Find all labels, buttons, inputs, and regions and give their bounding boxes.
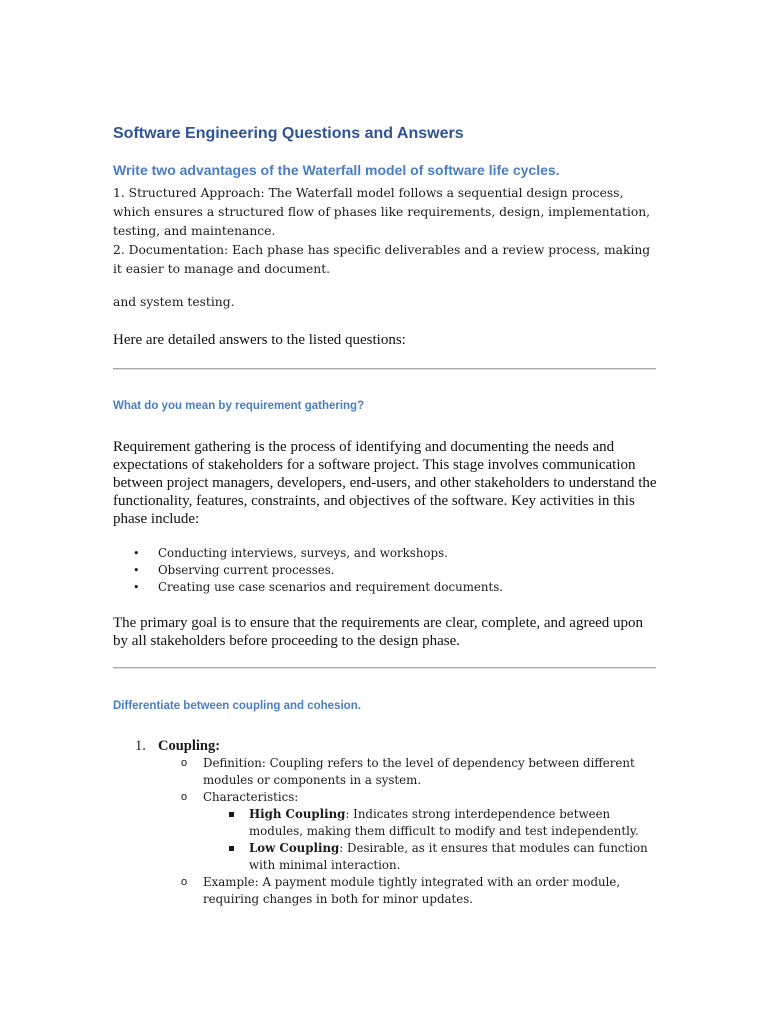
waterfall-advantage-2: 2. Documentation: Each phase has specific deliverables and a review process, making it easier to manage and document. <box>113 243 651 276</box>
fragment-line: and system testing. <box>113 295 235 309</box>
square-bullet <box>229 846 234 851</box>
sub-bullet-marker: o <box>181 791 188 803</box>
waterfall-advantage-1: 1. Structured Approach: The Waterfall model follows a sequential design process, which ensures a structured flow of phases like requirements, design, implementation, testing, and maintenance. <box>113 186 651 238</box>
high-coupling-term: High Coupling <box>249 807 346 821</box>
low-coupling-term: Low Coupling <box>249 841 340 855</box>
fragment-text <box>113 293 658 312</box>
bullet-marker: • <box>133 547 140 560</box>
requirement-gathering-closing: The primary goal is to ensure that the requirements are clear, complete, and agreed upon by all stakeholders before proceeding to the design phase. <box>113 615 644 649</box>
list-item: • Observing current processes. <box>133 563 335 577</box>
question-waterfall-heading: Write two advantages of the Waterfall model of software life cycles. <box>113 162 560 178</box>
document-title: Software Engineering Questions and Answers <box>113 125 464 142</box>
item-label: Coupling: <box>158 738 221 754</box>
horizontal-divider <box>113 667 656 669</box>
intro-line: Here are detailed answers to the listed questions: <box>113 332 406 348</box>
sub-bullet-marker: o <box>181 876 188 888</box>
item-number: 1. <box>135 738 146 754</box>
bullet-marker: • <box>133 581 140 594</box>
list-item: • Creating use case scenarios and requirement documents. <box>133 580 504 594</box>
requirement-gathering-heading: What do you mean by requirement gathering? <box>113 400 365 412</box>
list-item: • Conducting interviews, surveys, and workshops. <box>133 546 448 560</box>
horizontal-divider <box>113 368 656 370</box>
square-bullet <box>229 812 234 817</box>
sub-bullet-marker: o <box>181 757 188 769</box>
coupling-cohesion-heading: Differentiate between coupling and cohesion. <box>113 700 361 712</box>
waterfall-answer <box>113 184 658 279</box>
intro-text <box>113 331 658 349</box>
activities-list <box>113 545 658 596</box>
bullet-marker: • <box>133 564 140 577</box>
requirement-gathering-paragraph: Requirement gathering is the process of identifying and documenting the needs and expectations of stakeholders for a software project. This stage involves communication between project managers, developers, end-users, and other stakeholders to understand the functionality, features, constraints, and objectives of the software. Key activities in this phase include: <box>113 439 657 527</box>
